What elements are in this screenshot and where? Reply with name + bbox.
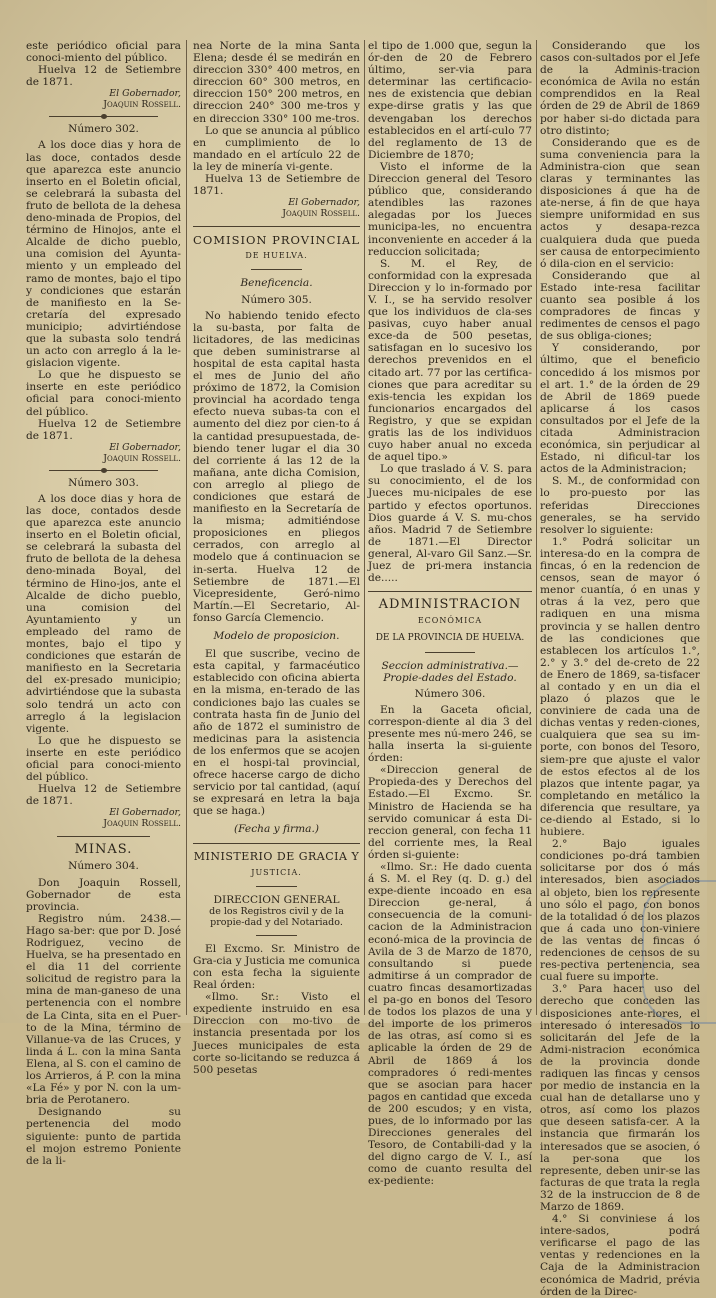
paragraph: En la Gaceta oficial, correspon-diente al dia 3 del presente mes nú-mero 246, se halla inserta la si-guiente órden: — [368, 703, 532, 765]
signature-name: Joaquin Rossell. — [103, 99, 181, 111]
paragraph: El Excmo. Sr. Ministro de Gra-cia y Justicia me comunica con esta fecha la siguiente Real órden: — [193, 942, 360, 992]
paragraph: Registro núm. 2438.—Hago sa-ber: que por D. José Rodriguez, vecino de Huelva, se ha presentado en el dia 11 del corriente solicitud de registro para la mina de man-ganeso de una pertenencia con el nombre de La Cinta, sita en el Puer-to de la Mina, término de Villanue-va de las Cruces, y linda á L. con la mina Santa Elena, al S. con el camino de los Arrieros, á P. con la mina «La Fé» y por N. con la um-bria de Perotanero. — [26, 912, 181, 1107]
column-divider — [364, 40, 365, 1015]
column-2 — [193, 40, 360, 1076]
paragraph: Designando su pertenencia del modo siguiente: punto de partida el mojon estremo Poniente de la li- — [26, 1106, 181, 1167]
signature-block — [26, 88, 181, 110]
signature-name: Joaquin Rossell. — [103, 452, 181, 464]
signature-title: El Gobernador, — [288, 197, 360, 209]
paragraph: Lo que traslado á V. S. para su conocimiento, el de los Jueces mu-nicipales de ese partido y efectos oportunos. Dios guarde á V. S. mu-chos años. Madrid 7 de Setiembre de 1871.—El Director general, Al-varo Gil Sanz.—Sr. Juez de pri-mera instancia de..... — [368, 463, 532, 585]
signature-title: El Gobernador, — [109, 441, 181, 453]
paragraph: 1.° Podrá solicitar un interesa-do en la compra de fincas, ó en la redencion de censos, sean de mayor ó menor cuantía, ó en unas y otras á la vez, pero que radiquen en una misma provincia y se hallen dentro de las condiciones que establecen los artículos 1.°, 2.° y 3.° del de-creto de 22 de Enero de 1869, sa-tisfacer al contado y en un dia el plazo ó plazos que le conviniere de cada una de dichas ventas y reden-ciones, cualquiera que sea su im-porte, con bonos del Tesoro, siem-pre que ajuste el valor de estos efectos al de los plazos que intente pagar, ya completando en metálico la diferencia que resultare, ya ce-diendo al Estado, si lo hubiere. — [540, 535, 700, 839]
paragraph: Considerando que los casos con-sultados por el Jefe de la Adminis-tracion económica de Avila no están comprendidos en la Real órden de 29 de Abril de 1869 por haber si-do dictada para otro distinto; — [540, 40, 700, 137]
signature-block — [193, 197, 360, 219]
divider — [368, 591, 532, 592]
date-line: Huelva 12 de Setiembre de 1871. — [26, 64, 181, 89]
paragraph: Considerando que al Estado inte-resa facilitar cuanto sea posible á los compradores de fincas y redimentes de censos el pago de sus obliga-ciones; — [540, 269, 700, 343]
paragraph: este periódico oficial para conoci-miento del público. — [26, 40, 181, 65]
section-subheading: DE LA PROVINCIA DE HUELVA. — [375, 633, 525, 644]
divider — [425, 652, 474, 653]
paragraph: Lo que he dispuesto se inserte en este periódico oficial para conoci-miento del público. — [26, 369, 181, 418]
paragraph: A los doce dias y hora de las doce, contados desde que aparezca este anuncio inserto en el Boletin oficial, se celebrará la subasta del fruto de bellota de la dehesa deno-minada Boyal, del término de Hino-jos, ante el Alcalde de dicho pueblo, una comision del Ayuntamiento y un empleado del ramo de montes, bajo el tipo y condiciones que estarán de manifiesto en la Secretaria del ex-presado municipio; advirtiéndose que la subasta solo tendrá un acto con arreglo á la legislacion vigente. — [26, 492, 181, 735]
signature-name: Joaquin Rossell. — [282, 208, 360, 220]
section-subheading: ECONÓMICA — [417, 616, 483, 626]
divider — [49, 116, 158, 117]
divider — [193, 226, 360, 227]
signature-block — [26, 442, 181, 464]
notice-number: Número 306. — [414, 687, 486, 700]
section-title: Modelo de proposicion. — [213, 630, 340, 643]
paragraph: A los doce dias y hora de las doce, contados desde que aparezca este anuncio inserto en el Boletin oficial, se celebrará la subasta del fruto de bellota de la dehesa deno-minada de Propios, del término de Hinojos, ante el Alcalde de dicho pueblo, una comision del Ayunta-miento y un empleado del ramo de montes, bajo el tipo y condiciones que estarán de manifiesto en la Se-cretaría del expresado municipio; advirtiéndose que la subasta solo tendrá un acto con arreglo á la le-gislacion vigente. — [26, 139, 181, 370]
column-divider — [186, 40, 187, 1015]
section-heading: ADMINISTRACION — [378, 597, 522, 613]
column-3 — [368, 40, 532, 1188]
paragraph: el tipo de 1.000 que, segun la ór-den de 20 de Febrero último, ser-via para determinar las certificacio-nes de existencia que debian expe-dirse gratis y las que devengaban los derechos establecidos en el artí-culo 77 del reglamento de 13 de Diciembre de 1870; — [368, 40, 532, 161]
divider — [57, 836, 150, 837]
signature-block — [26, 807, 181, 829]
paragraph: Lo que he dispuesto se inserte en este periódico oficial para conoci-miento del público. — [26, 734, 181, 784]
paragraph: Y considerando, por último, que el beneficio concedido á los mismos por el art. 1.° de la órden de 29 de Abril de 1869 puede aplicarse á los casos consultados por el Jefe de la citada Administracion económica, sin perjudicar al Estado, ni dificul-tar los actos de la Administracion; — [540, 342, 700, 476]
divider — [256, 886, 298, 887]
divider — [193, 843, 360, 844]
signature-title: El Gobernador, — [109, 88, 181, 100]
section-title: Seccion administrativa.—Propie-dades del Estado. — [381, 659, 519, 684]
paragraph: 4.° Si conviniese á los intere-sados, podrá verificarse el pago de las ventas y redenciones en la Caja de la Administracion económica de Madrid, prévia órden de la Direc- — [540, 1213, 700, 1298]
notice-number: Número 305. — [241, 293, 312, 306]
divider — [256, 935, 298, 936]
paragraph: 3.° Para hacer uso del derecho que conceden las disposiciones ante-riores, el interesado ó interesados lo solicitarán del Jefe de la Admi-nistracion económica de la provincia donde radiquen las fincas y censos por medio de instancia en la cual han de detallarse uno y otros, así como los plazos que deseen satisfa-cer. A la instancia que firmarán los interesados que se asocien, ó la per-sona que los represente, deben unir-se las facturas de que trata la regla 32 de la instruccion de 8 de Marzo de 1869. — [540, 983, 700, 1213]
paragraph: 2.° Bajo iguales condiciones po-drá tambien solicitarse por dos ó más interesados, bien asociados al objeto, bien los represente uno sólo el pago, con bonos de la totalidad ó de los plazos que á cada uno con-viniere de las ventas de fincas ó redenciones de censos de su res-pectiva pertenencia, sea cual fuere su importe. — [540, 838, 700, 984]
divider — [251, 269, 301, 270]
library-stamp — [642, 880, 716, 1024]
paragraph: nea Norte de la mina Santa Elena; desde él se medirán en direccion 330° 400 metros, en direccion 60° 300 metros, en direccion 150° 200 metros, en direccion 240° 300 me-tros y en direccion 330° 100 me-tros. — [193, 40, 360, 125]
paragraph: Visto el informe de la Direccion general del Tesoro público que, considerando atendibles las razones alegadas por los Jueces municipa-les, no encuentra inconveniente en acceder á la reduccion solicitada; — [368, 160, 532, 258]
paragraph: El que suscribe, vecino de esta capital, y farmacéutico establecido con oficina abierta en la misma, en-terado de las condiciones bajo las cuales se contrata hasta fin de Junio del año de 1872 el suministro de medicinas para la asistencia de los enfermos que se acojen en el hospi-tal provincial, ofrece hacerse cargo de dicho servicio por tal cantidad, (aquí se expresará en letra la baja que se haga.) — [193, 648, 360, 818]
notice-number: Número 303. — [68, 476, 139, 489]
section-heading: MINISTERIO DE GRACIA Y — [193, 849, 360, 863]
paragraph: No habiendo tenido efecto la su-basta, por falta de licitadores, de las medicinas que deben suministrarse al hospital de esta capital hasta el mes de Junio del año próximo de 1872, la Comision provincial ha acordado tenga efecto nueva subas-ta con el aumento del diez por cien-to á la cantidad presupuestada, de-biendo tener lugar el dia 30 del corriente á las 12 de la mañana, ante dicha Comision, con arreglo al pliego de condiciones que estará de manifiesto en la Secretaría de la misma; admitiéndose proposiciones en pliegos cerrados, con arreglo al modelo que á continuacion se in-serta. Huelva 12 de Setiembre de 1871.—El Vicepresidente, Geró-nimo Martín.—El Secretario, Al-fonso García Clemencio. — [193, 309, 360, 624]
paragraph: «Ilmo. Sr.: Visto el expediente instruido en esa Direccion con mo-tivo de instancia presentada por los Jueces municipales de esta corte so-licitando se reduzca á 500 pesetas — [193, 991, 360, 1076]
closing-note: (Fecha y firma.) — [234, 823, 319, 836]
paragraph: S. M. el Rey, de conformidad con la expresada Direccion y lo in-formado por V. I., se ha servido resolver que los individuos de cla-ses pasivas, cuyo haber anual exce-da de 500 pesetas, satisfagan en lo sucesivo los derechos prevenidos en el citado art. 77 por las certifica-ciones que para acreditar su exis-tencia les expidan los funcionarios encargados del Registro, y que se expidan gratis las de los individuos cuyo haber anual no exceda de aquel tipo.» — [368, 257, 532, 464]
section-heading: MINAS. — [74, 842, 133, 858]
divider — [49, 470, 158, 471]
section-heading: DIRECCION GENERAL — [213, 893, 340, 906]
date-line: Huelva 12 de Setiembre de 1871. — [26, 783, 181, 808]
date-line: Huelva 13 de Setiembre de 1871. — [193, 173, 360, 198]
section-heading: COMISION PROVINCIAL — [193, 233, 360, 248]
column-1 — [26, 40, 181, 1167]
notice-number: Número 302. — [68, 123, 139, 136]
paragraph: Lo que se anuncia al público en cumplimiento de lo mandado en el artículo 22 de la ley de minería vi-gente. — [193, 124, 360, 173]
paragraph: «Ilmo. Sr.: He dado cuenta á S. M. el Rey (q. D. g.) del expe-diente incoado en esa Direccion ge-neral, á consecuencia de la comuni-cacion de la Administracion econó-mica de la provincia de Avila de 3 de Marzo de 1870, consultando si puede admitirse á un comprador de cuatro fincas desamortizadas el pa-go en bonos del Tesoro de todos los plazos de una y del importe de los primeros de las otras, así como si es aplicable la órden de 29 de Abril de 1869 á los compradores ó redi-mentes que se asocian para hacer pagos en cantidad que exceda de 200 escudos; y en vista, pues, de lo informado por las Direcciones generales del Tesoro, de Contabili-dad y la del digno cargo de V. I., así como de cuanto resulta del ex-pediente: — [368, 861, 532, 1188]
paragraph: Considerando que es de suma conveniencia para la Administra-cion que sean claras y terminantes las disposiciones á que ha de ate-nerse, á fin de que haya siempre uniformidad en sus actos y desapa-rezca cualquiera duda que pueda ser causa de entorpecimiento ó dila-cion en el servicio: — [540, 136, 700, 270]
signature-title: El Gobernador, — [109, 807, 181, 819]
section-title: Beneficencia. — [240, 277, 313, 290]
date-line: Huelva 12 de Setiembre de 1871. — [26, 417, 181, 442]
signature-name: Joaquin Rossell. — [103, 818, 181, 830]
paragraph: «Direccion general de Propieda-des y Derechos del Estado.—El Excmo. Sr. Ministro de Hacienda se ha servido comunicar á esta Di-reccion general, con fecha 11 del corriente mes, la Real órden si-guiente: — [368, 764, 532, 861]
column-4 — [540, 40, 700, 1298]
section-subheading: DE HUELVA. — [245, 251, 308, 261]
section-subheading: JUSTICIA. — [251, 867, 302, 877]
section-subheading: de los Registros civil y de la propie-dad y del Notariado. — [209, 905, 344, 928]
paragraph: S. M., de conformidad con lo pro-puesto por las referidas Direcciones generales, se ha servido resolver lo siguiente: — [540, 475, 700, 536]
notice-number: Número 304. — [68, 860, 139, 873]
column-divider — [536, 40, 537, 1015]
paragraph: Don Joaquin Rossell, Gobernador de esta provincia. — [26, 876, 181, 913]
